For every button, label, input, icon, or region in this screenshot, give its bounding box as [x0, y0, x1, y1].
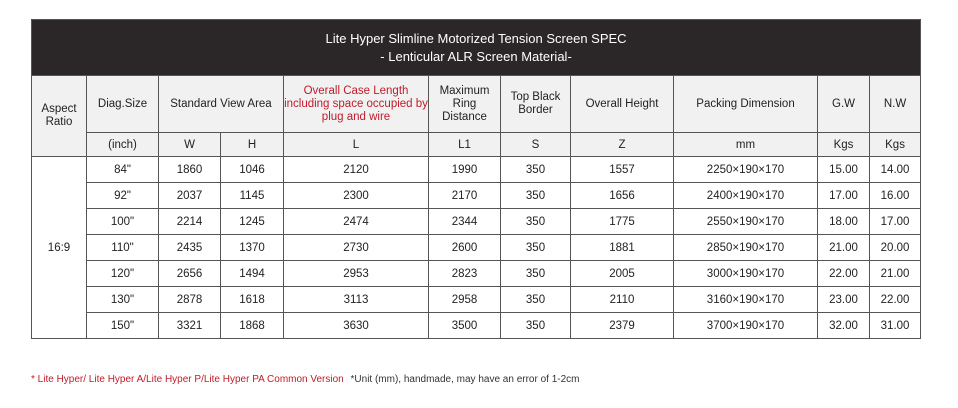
spec-title-line2: - Lenticular ALR Screen Material-	[380, 48, 572, 64]
table-cell: 15.00	[818, 157, 870, 183]
table-cell: 1046	[221, 157, 284, 183]
table-cell: 23.00	[818, 287, 870, 313]
table-cell: 2344	[429, 209, 501, 235]
table-cell: 22.00	[870, 287, 921, 313]
table-cell: 2037	[159, 183, 221, 209]
table-cell: 2730	[284, 235, 429, 261]
table-cell: 350	[501, 287, 571, 313]
table-cell: 3113	[284, 287, 429, 313]
table-cell: 2656	[159, 261, 221, 287]
table-row	[32, 209, 921, 235]
table-row	[32, 313, 921, 339]
header-overall-height: Overall Height	[571, 76, 674, 133]
table-cell: 2120	[284, 157, 429, 183]
header-max-ring-distance: Maximum Ring Distance	[429, 76, 501, 133]
unit-cell: L	[284, 133, 429, 157]
table-cell: 2400×190×170	[674, 183, 818, 209]
unit-row	[32, 133, 921, 157]
table-row	[32, 235, 921, 261]
unit-cell: S	[501, 133, 571, 157]
table-cell: 2850×190×170	[674, 235, 818, 261]
table-row	[32, 157, 921, 183]
table-cell: 1868	[221, 313, 284, 339]
table-cell: 2379	[571, 313, 674, 339]
footer-unit-note: *Unit (mm), handmade, may have an error of 1-2cm	[350, 374, 580, 385]
table-cell: 2823	[429, 261, 501, 287]
table-cell: 120"	[87, 261, 159, 287]
table-cell: 1860	[159, 157, 221, 183]
spec-title	[32, 20, 921, 76]
unit-cell: W	[159, 133, 221, 157]
table-cell: 350	[501, 313, 571, 339]
table-cell: 1775	[571, 209, 674, 235]
table-cell: 350	[501, 261, 571, 287]
unit-cell: H	[221, 133, 284, 157]
unit-cell: Kgs	[818, 133, 870, 157]
table-cell: 1145	[221, 183, 284, 209]
table-cell: 2958	[429, 287, 501, 313]
table-cell: 2300	[284, 183, 429, 209]
table-cell: 21.00	[870, 261, 921, 287]
table-cell: 350	[501, 183, 571, 209]
table-cell: 32.00	[818, 313, 870, 339]
table-cell: 16.00	[870, 183, 921, 209]
table-cell: 2550×190×170	[674, 209, 818, 235]
table-cell: 1656	[571, 183, 674, 209]
unit-cell: Kgs	[870, 133, 921, 157]
header-packing-dimension: Packing Dimension	[674, 76, 818, 133]
unit-cell: (inch)	[87, 133, 159, 157]
table-cell: 31.00	[870, 313, 921, 339]
aspect-ratio-value: 16:9	[32, 157, 87, 339]
table-cell: 3500	[429, 313, 501, 339]
table-cell: 2250×190×170	[674, 157, 818, 183]
header-nw: N.W	[870, 76, 921, 133]
table-cell: 1557	[571, 157, 674, 183]
spec-title-line1: Lite Hyper Slimline Motorized Tension Screen SPEC	[325, 30, 627, 46]
spec-table	[31, 19, 921, 339]
table-cell: 1494	[221, 261, 284, 287]
table-cell: 3700×190×170	[674, 313, 818, 339]
table-cell: 3630	[284, 313, 429, 339]
table-cell: 100"	[87, 209, 159, 235]
table-cell: 2005	[571, 261, 674, 287]
table-cell: 1881	[571, 235, 674, 261]
table-cell: 2953	[284, 261, 429, 287]
table-cell: 2110	[571, 287, 674, 313]
header-diag-size: Diag.Size	[87, 76, 159, 133]
table-row	[32, 261, 921, 287]
unit-cell: mm	[674, 133, 818, 157]
table-cell: 3321	[159, 313, 221, 339]
header-aspect-ratio: Aspect Ratio	[32, 76, 87, 157]
table-cell: 18.00	[818, 209, 870, 235]
header-top-black-border: Top Black Border	[501, 76, 571, 133]
table-cell: 350	[501, 209, 571, 235]
unit-cell: Z	[571, 133, 674, 157]
table-cell: 3000×190×170	[674, 261, 818, 287]
table-cell: 110"	[87, 235, 159, 261]
table-cell: 22.00	[818, 261, 870, 287]
table-cell: 2214	[159, 209, 221, 235]
table-cell: 17.00	[870, 209, 921, 235]
table-cell: 1370	[221, 235, 284, 261]
table-cell: 150"	[87, 313, 159, 339]
table-cell: 14.00	[870, 157, 921, 183]
table-cell: 130"	[87, 287, 159, 313]
table-cell: 350	[501, 235, 571, 261]
table-cell: 2600	[429, 235, 501, 261]
table-cell: 1245	[221, 209, 284, 235]
footer-version-note: * Lite Hyper/ Lite Hyper A/Lite Hyper P/Lite Hyper PA Common Version	[31, 374, 344, 385]
table-cell: 20.00	[870, 235, 921, 261]
table-cell: 21.00	[818, 235, 870, 261]
table-cell: 2878	[159, 287, 221, 313]
table-cell: 2435	[159, 235, 221, 261]
table-cell: 1618	[221, 287, 284, 313]
table-cell: 84"	[87, 157, 159, 183]
table-cell: 350	[501, 157, 571, 183]
footer-note	[31, 374, 580, 385]
table-row	[32, 287, 921, 313]
table-cell: 3160×190×170	[674, 287, 818, 313]
table-cell: 17.00	[818, 183, 870, 209]
header-standard-view-area: Standard View Area	[159, 76, 284, 133]
table-cell: 2474	[284, 209, 429, 235]
header-gw: G.W	[818, 76, 870, 133]
table-cell: 2170	[429, 183, 501, 209]
table-row	[32, 183, 921, 209]
table-cell: 92"	[87, 183, 159, 209]
unit-cell: L1	[429, 133, 501, 157]
header-overall-case-length: Overall Case Length including space occupied by plug and wire	[284, 76, 429, 133]
table-cell: 1990	[429, 157, 501, 183]
